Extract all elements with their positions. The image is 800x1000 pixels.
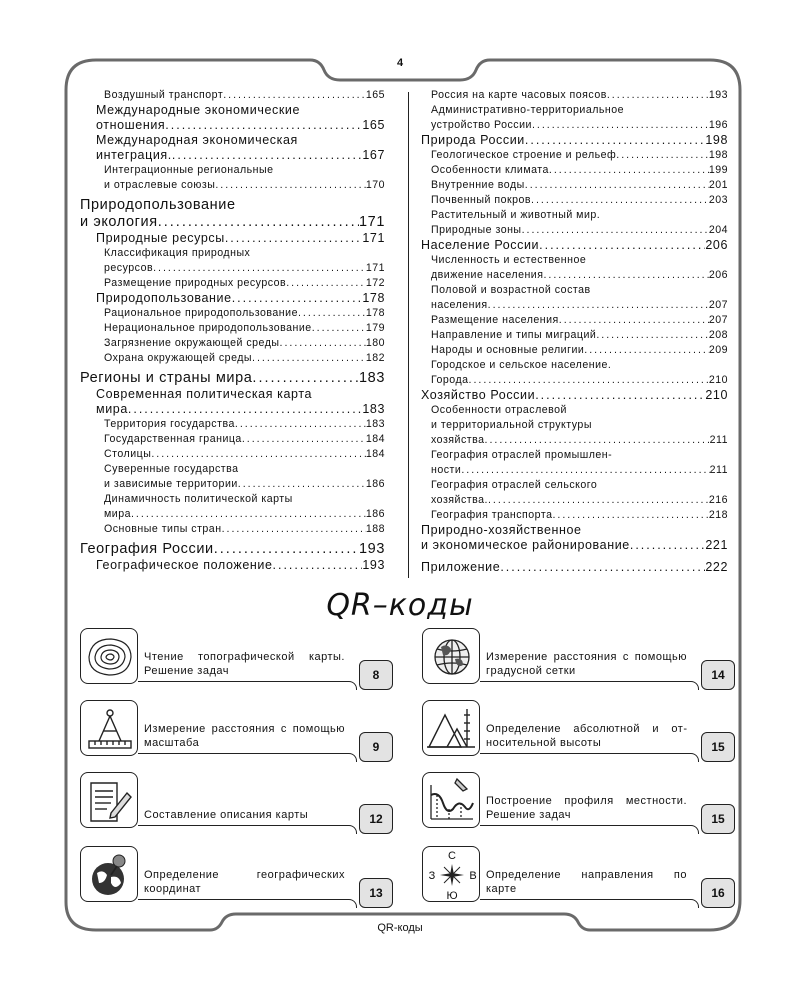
toc-line: География отраслей промышлен- (431, 449, 613, 461)
toc-entry (421, 328, 728, 343)
toc-page-number: 206 (705, 238, 728, 252)
toc-leader-dots (238, 477, 366, 492)
toc-leader-dots (535, 388, 705, 403)
toc-entry-title: Нерациональное природопользование (104, 322, 312, 334)
toc-page-number: 179 (365, 322, 385, 334)
toc-entry (421, 313, 728, 328)
toc-entry-title: Столицы (104, 448, 152, 460)
toc-entry-title: хозяйства. (431, 494, 488, 506)
qr-card[interactable] (422, 628, 735, 690)
globe-grid-icon-graphic (423, 629, 481, 685)
toc-leader-dots (214, 541, 359, 558)
qr-card[interactable] (80, 846, 393, 908)
toc-page-number: 203 (708, 194, 728, 206)
qr-card-underline (138, 753, 349, 754)
toc-leader-dots (222, 522, 366, 537)
page-footer: QR-коды (377, 922, 423, 934)
toc-line: Природно-хозяйственное (421, 523, 582, 537)
toc-leader-dots (525, 133, 705, 148)
document-pen-icon (80, 772, 138, 828)
toc-entry (421, 508, 728, 523)
toc-entry (421, 298, 728, 313)
qr-card-underline (480, 825, 691, 826)
toc-entry-title: Размещение населения (431, 314, 559, 326)
qr-card-page-badge: 15 (701, 732, 735, 762)
toc-entry (80, 432, 385, 447)
toc-entry (421, 223, 728, 238)
toc-page-number: 198 (708, 149, 728, 161)
toc-entry (80, 417, 385, 432)
toc-entry (80, 88, 385, 103)
toc-page-number: 165 (362, 118, 385, 132)
toc-leader-dots (151, 447, 365, 462)
toc-leader-dots (552, 508, 708, 523)
toc-column-right (421, 88, 728, 575)
toc-page-number: 183 (365, 418, 385, 430)
toc-entry-title: Города (431, 374, 469, 386)
toc-entry (80, 541, 385, 558)
toc-entry (80, 370, 385, 387)
toc-entry-title: Природные зоны (431, 224, 522, 236)
toc-line: и территориальной структуры (431, 419, 592, 431)
toc-page-number: 180 (365, 337, 385, 349)
terrain-profile-icon-graphic (423, 773, 481, 829)
qr-card-text: Измерение расстояния с помощью градусной сетки (486, 651, 687, 677)
toc-page-number: 178 (365, 307, 385, 319)
toc-entry (80, 336, 385, 351)
toc-leader-dots (232, 291, 363, 306)
toc-page-number: 199 (708, 164, 728, 176)
qr-card-page-badge: 13 (359, 878, 393, 908)
toc-leader-dots (485, 433, 710, 448)
toc-entry-title: мира (104, 508, 131, 520)
qr-card-underline (480, 681, 691, 682)
qr-card-text: Определение направления по карте (486, 869, 687, 895)
toc-leader-dots (242, 432, 366, 447)
toc-leader-dots (539, 238, 705, 253)
toc-leader-dots (223, 88, 366, 103)
toc-entry-title: Воздушный транспорт (104, 89, 224, 101)
toc-entry (421, 148, 728, 163)
qr-card-underline (480, 899, 691, 900)
toc-entry (421, 388, 728, 403)
mountain-height-icon-graphic (423, 701, 481, 757)
toc-entry-title: Государственная граница (104, 433, 242, 445)
qr-card[interactable] (80, 700, 393, 762)
toc-page-number: 222 (705, 560, 728, 574)
toc-entry-title: Народы и основные религии (431, 344, 585, 356)
toc-entry-title: Направление и типы миграций (431, 329, 597, 341)
column-divider (408, 92, 409, 578)
compass-letter: В (469, 870, 477, 882)
toc-entry-title: устройство России (431, 119, 532, 131)
toc-entry-title: Россия на карте часовых поясов (431, 89, 607, 101)
toc-line: География отраслей сельского (431, 479, 598, 491)
toc-leader-dots (531, 193, 709, 208)
toc-page-number: 193 (359, 541, 385, 557)
qr-card-text: Построение профиля местности. Решение задач (486, 795, 687, 821)
toc-entry (80, 402, 385, 417)
toc-entry (80, 148, 385, 163)
toc-entry-title: Население России (421, 238, 540, 252)
toc-line: Динамичность политической карты (104, 493, 293, 505)
qr-card[interactable] (80, 772, 393, 834)
toc-entry (80, 261, 385, 276)
toc-leader-dots (225, 231, 363, 246)
toc-entry (80, 214, 385, 231)
toc-page-number: 196 (708, 119, 728, 131)
toc-entry-title: ресурсов (104, 262, 154, 274)
toc-page-number: 184 (365, 448, 385, 460)
toc-line: Международные экономические (96, 103, 301, 117)
qr-card[interactable] (422, 700, 735, 762)
toc-entry (80, 178, 385, 193)
topographic-map-icon (80, 628, 138, 684)
toc-entry (421, 268, 728, 283)
qr-card-page-badge: 14 (701, 660, 735, 690)
toc-page-number: 183 (359, 370, 385, 386)
toc-entry (421, 178, 728, 193)
toc-page-number: 171 (362, 231, 385, 245)
qr-card-page-badge: 16 (701, 878, 735, 908)
toc-entry-title: Размещение природных ресурсов (104, 277, 287, 289)
toc-leader-dots (543, 268, 708, 283)
toc-entry-title: Природа России (421, 133, 525, 147)
toc-line: Природопользование (80, 197, 236, 213)
toc-page-number: 207 (708, 299, 728, 311)
toc-page-number: 206 (708, 269, 728, 281)
toc-leader-dots (488, 298, 709, 313)
toc-page-number: 193 (362, 558, 385, 572)
toc-page-number: 183 (362, 402, 385, 416)
toc-leader-dots (488, 493, 709, 508)
toc-leader-dots (549, 163, 709, 178)
qr-card-text: Определение абсолютной и относительной высоты (486, 723, 687, 749)
toc-entry (421, 163, 728, 178)
toc-entry (80, 118, 385, 133)
toc-entry (80, 351, 385, 366)
toc-entry (421, 343, 728, 358)
toc-line: Городское и сельское население. (431, 359, 612, 371)
table-of-contents (80, 88, 728, 578)
toc-leader-dots (128, 402, 362, 417)
globe-grid-icon (422, 628, 480, 684)
toc-leader-dots (235, 417, 366, 432)
toc-page-number: 182 (365, 352, 385, 364)
toc-page-number: 210 (705, 388, 728, 402)
toc-page-number: 188 (365, 523, 385, 535)
toc-leader-dots (584, 343, 709, 358)
toc-entry-title: и зависимые территории (104, 478, 238, 490)
qr-card[interactable] (422, 846, 735, 908)
qr-card-text: Определение географических координат (144, 869, 345, 895)
toc-leader-dots (273, 558, 363, 573)
toc-page-number: 211 (709, 464, 728, 476)
qr-card-underline (138, 899, 349, 900)
toc-entry (421, 538, 728, 553)
toc-leader-dots (616, 148, 709, 163)
toc-entry (421, 559, 728, 575)
toc-page-number: 204 (708, 224, 728, 236)
toc-leader-dots (469, 373, 709, 388)
toc-entry-title: География транспорта (431, 509, 553, 521)
toc-entry (80, 558, 385, 573)
toc-entry-title: Геологическое строение и рельеф (431, 149, 617, 161)
toc-entry-title: Регионы и страны мира (80, 370, 253, 386)
toc-page-number: 172 (365, 277, 385, 289)
toc-entry (421, 133, 728, 148)
toc-entry-title: ности (431, 464, 462, 476)
compass-rose-icon-graphic (423, 847, 481, 903)
qr-card-text: Чтение топографической карты. Решение задач (144, 651, 345, 677)
toc-line: Растительный и животный мир. (431, 209, 601, 221)
toc-entry-title: и экономическое районирование (421, 538, 630, 552)
toc-entry (421, 238, 728, 253)
toc-page-number: 165 (365, 89, 385, 101)
toc-line: Численность и естественное (431, 254, 587, 266)
toc-entry (80, 477, 385, 492)
toc-leader-dots (153, 261, 366, 276)
toc-page-number: 170 (365, 179, 385, 191)
toc-leader-dots (298, 306, 366, 321)
toc-entry-title: Приложение (421, 560, 501, 574)
toc-page-number: 171 (365, 262, 385, 274)
toc-page-number: 218 (708, 509, 728, 521)
compass-letter: З (428, 870, 436, 882)
toc-page-number: 207 (708, 314, 728, 326)
toc-entry-title: отношения (96, 118, 166, 132)
toc-leader-dots (286, 276, 366, 291)
toc-leader-dots (630, 538, 706, 553)
toc-leader-dots (559, 313, 709, 328)
toc-entry-title: Природные ресурсы (96, 231, 225, 245)
topographic-map-icon-graphic (81, 629, 139, 685)
toc-leader-dots (607, 88, 709, 103)
toc-entry (421, 193, 728, 208)
toc-entry (421, 88, 728, 103)
toc-line: Суверенные государства (104, 463, 239, 475)
toc-page-number: 198 (705, 133, 728, 147)
toc-entry (80, 447, 385, 462)
globe-pin-icon-graphic (81, 847, 139, 903)
toc-leader-dots (312, 321, 366, 336)
page-number: 4 (396, 57, 404, 69)
toc-entry-title: и экология (80, 214, 158, 230)
qr-card-text: Измерение расстояния с помощью масштаба (144, 723, 345, 749)
toc-entry-title: интеграция. (96, 148, 172, 162)
toc-entry-title: Основные типы стран (104, 523, 222, 535)
toc-entry-title: хозяйства (431, 434, 485, 446)
toc-leader-dots (215, 178, 365, 193)
toc-line: Половой и возрастной состав (431, 284, 591, 296)
toc-page-number: 186 (365, 478, 385, 490)
terrain-profile-icon (422, 772, 480, 828)
qr-card-text: Составление описания карты (144, 809, 309, 821)
toc-entry-title: Внутренние воды (431, 179, 525, 191)
toc-entry-title: Природопользование (96, 291, 232, 305)
toc-leader-dots (461, 463, 709, 478)
toc-entry (421, 493, 728, 508)
compass-scale-icon-graphic (81, 701, 139, 757)
toc-page-number: 178 (362, 291, 385, 305)
toc-entry-title: Географическое положение (96, 558, 273, 572)
toc-entry (80, 507, 385, 522)
toc-entry-title: Рациональное природопользование (104, 307, 298, 319)
toc-leader-dots (522, 223, 709, 238)
toc-entry (80, 231, 385, 246)
qr-card[interactable] (422, 772, 735, 834)
toc-line: Административно-территориальное (431, 104, 625, 116)
qr-card-underline (138, 681, 349, 682)
toc-leader-dots (158, 214, 359, 231)
compass-letter: Ю (446, 890, 458, 902)
toc-entry-title: Особенности климата (431, 164, 549, 176)
toc-page-number: 171 (359, 214, 385, 230)
toc-page-number: 209 (708, 344, 728, 356)
toc-leader-dots (252, 370, 359, 387)
toc-entry-title: населения (431, 299, 488, 311)
toc-page-number: 167 (362, 148, 385, 162)
qr-card-page-badge: 12 (359, 804, 393, 834)
toc-leader-dots (131, 507, 366, 522)
toc-line: Классификация природных (104, 247, 251, 259)
document-pen-icon-graphic (81, 773, 139, 829)
toc-page-number: 193 (708, 89, 728, 101)
toc-page-number: 210 (708, 374, 728, 386)
qr-card-underline (138, 825, 349, 826)
toc-entry (80, 522, 385, 537)
toc-page-number: 186 (365, 508, 385, 520)
compass-letter: С (448, 850, 456, 862)
toc-entry-title: География России (80, 541, 214, 557)
toc-entry-title: мира (96, 402, 128, 416)
toc-entry (421, 118, 728, 133)
toc-page-number: 211 (709, 434, 728, 446)
toc-page-number: 208 (708, 329, 728, 341)
toc-page-number: 216 (708, 494, 728, 506)
toc-entry-title: Охрана окружающей среды (104, 352, 253, 364)
toc-leader-dots (532, 118, 709, 133)
toc-page-number: 201 (708, 179, 728, 191)
toc-entry (80, 321, 385, 336)
toc-entry (421, 373, 728, 388)
toc-leader-dots (172, 148, 362, 163)
toc-leader-dots (500, 559, 705, 575)
compass-rose-icon (422, 846, 480, 902)
toc-leader-dots (280, 336, 366, 351)
toc-entry-title: движение населения (431, 269, 544, 281)
toc-column-left (80, 88, 385, 573)
toc-leader-dots (165, 118, 362, 133)
qr-card-page-badge: 9 (359, 732, 393, 762)
qr-card-underline (480, 753, 691, 754)
globe-pin-icon (80, 846, 138, 902)
qr-card-page-badge: 15 (701, 804, 735, 834)
toc-page-number: 221 (705, 538, 728, 552)
toc-entry (80, 291, 385, 306)
toc-entry-title: и отраслевые союзы (104, 179, 216, 191)
toc-entry-title: Территория государства (104, 418, 235, 430)
toc-entry-title: Загрязнение окружающей среды (104, 337, 280, 349)
qr-card-page-badge: 8 (359, 660, 393, 690)
toc-line: Интеграционные региональные (104, 164, 274, 176)
qr-card[interactable] (80, 628, 393, 690)
toc-leader-dots (525, 178, 709, 193)
toc-line: Международная экономическая (96, 133, 298, 147)
toc-entry (421, 433, 728, 448)
qr-section-title: QR–коды (326, 588, 474, 623)
toc-entry (80, 306, 385, 321)
toc-line: Особенности отраслевой (431, 404, 567, 416)
toc-leader-dots (252, 351, 366, 366)
toc-entry-title: Хозяйство России (421, 388, 536, 402)
toc-leader-dots (596, 328, 709, 343)
toc-entry (421, 463, 728, 478)
toc-entry (80, 276, 385, 291)
mountain-height-icon (422, 700, 480, 756)
toc-entry-title: Почвенный покров (431, 194, 532, 206)
toc-line: Современная политическая карта (96, 387, 313, 401)
compass-scale-icon (80, 700, 138, 756)
toc-page-number: 184 (365, 433, 385, 445)
